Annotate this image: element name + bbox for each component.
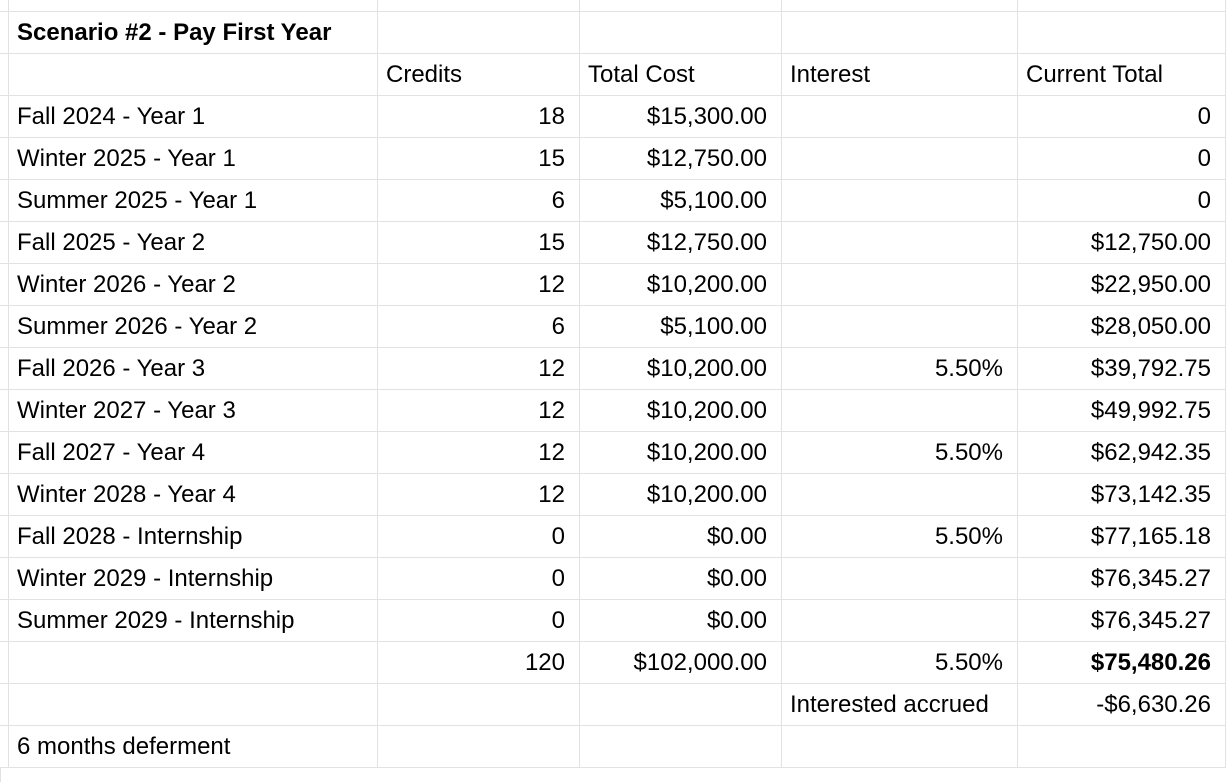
interest-cell[interactable] [782,600,1018,642]
term-cell[interactable]: Winter 2025 - Year 1 [9,138,378,180]
current-total-cell[interactable]: $49,992.75 [1018,390,1226,432]
grid-gutter-cell [0,222,9,264]
credits-cell[interactable]: 15 [378,222,580,264]
interest-cell[interactable] [782,264,1018,306]
total-cost-cell[interactable]: $5,100.00 [580,180,782,222]
total-cost-cell[interactable]: $0.00 [580,516,782,558]
total-cost-cell[interactable]: $0.00 [580,558,782,600]
total-cost-cell[interactable]: $5,100.00 [580,306,782,348]
term-cell[interactable]: Summer 2026 - Year 2 [9,306,378,348]
final-total-cell[interactable]: $75,480.26 [1018,642,1226,684]
grid-cell[interactable] [378,684,580,726]
grid-cell[interactable] [1018,12,1226,54]
credits-cell[interactable]: 12 [378,474,580,516]
current-total-cell[interactable]: $22,950.00 [1018,264,1226,306]
total-cost-cell[interactable]: $12,750.00 [580,138,782,180]
grid-gutter-cell [0,558,9,600]
total-cost-cell[interactable]: $10,200.00 [580,432,782,474]
grid-gutter-cell [0,96,9,138]
grid-gutter-cell [0,600,9,642]
grid-cell[interactable] [1018,0,1226,12]
credits-cell[interactable]: 6 [378,306,580,348]
credits-cell[interactable]: 12 [378,390,580,432]
interest-cell[interactable]: 5.50% [782,432,1018,474]
current-total-cell[interactable]: 0 [1018,138,1226,180]
current-total-cell[interactable]: $76,345.27 [1018,600,1226,642]
total-cost-cell[interactable]: $15,300.00 [580,96,782,138]
interest-cell[interactable]: 5.50% [782,516,1018,558]
credits-cell[interactable]: 18 [378,96,580,138]
interest-cell[interactable]: 5.50% [782,348,1018,390]
grid-gutter-cell [0,642,9,684]
sheet-title-cell[interactable]: Scenario #2 - Pay First Year [9,12,378,54]
grid-gutter-cell [0,432,9,474]
total-cost-cell[interactable]: $0.00 [580,600,782,642]
grid-cell[interactable] [378,726,580,768]
interest-cell[interactable] [782,390,1018,432]
grid-gutter-cell [0,264,9,306]
grid-cell[interactable] [1018,726,1226,768]
grid-cell[interactable] [782,0,1018,12]
total-interest-cell[interactable]: 5.50% [782,642,1018,684]
grand-total-cost-cell[interactable]: $102,000.00 [580,642,782,684]
current-total-cell[interactable]: $62,942.35 [1018,432,1226,474]
note-cell[interactable]: 6 months deferment [9,726,378,768]
interest-header-cell[interactable]: Interest [782,54,1018,96]
grid-cell[interactable] [9,54,378,96]
current-total-cell[interactable]: $28,050.00 [1018,306,1226,348]
credits-cell[interactable]: 15 [378,138,580,180]
current-total-header-cell[interactable]: Current Total [1018,54,1226,96]
current-total-cell[interactable]: $39,792.75 [1018,348,1226,390]
interest-cell[interactable] [782,138,1018,180]
interest-cell[interactable] [782,474,1018,516]
current-total-cell[interactable]: $73,142.35 [1018,474,1226,516]
credits-cell[interactable]: 6 [378,180,580,222]
credits-cell[interactable]: 0 [378,600,580,642]
total-cost-cell[interactable]: $10,200.00 [580,390,782,432]
term-cell[interactable]: Fall 2024 - Year 1 [9,96,378,138]
total-cost-cell[interactable]: $10,200.00 [580,348,782,390]
credits-cell[interactable]: 12 [378,432,580,474]
term-cell[interactable]: Summer 2025 - Year 1 [9,180,378,222]
total-cost-cell[interactable]: $10,200.00 [580,474,782,516]
grid-cell[interactable] [378,0,580,12]
term-cell[interactable]: Fall 2025 - Year 2 [9,222,378,264]
grid-gutter-cell [0,180,9,222]
accrued-value-cell[interactable]: -$6,630.26 [1018,684,1226,726]
total-cost-cell[interactable]: $12,750.00 [580,222,782,264]
term-cell[interactable]: Fall 2027 - Year 4 [9,432,378,474]
credits-header-cell[interactable]: Credits [378,54,580,96]
grid-cell[interactable] [580,12,782,54]
grid-cell[interactable] [782,12,1018,54]
grid-gutter-cell [0,0,9,12]
grid-gutter-cell [0,726,9,768]
current-total-cell[interactable]: $77,165.18 [1018,516,1226,558]
current-total-cell[interactable]: $76,345.27 [1018,558,1226,600]
grid-gutter-cell [0,306,9,348]
term-cell[interactable]: Fall 2028 - Internship [9,516,378,558]
current-total-cell[interactable]: $12,750.00 [1018,222,1226,264]
grid-cell[interactable] [580,684,782,726]
term-cell[interactable]: Winter 2027 - Year 3 [9,390,378,432]
total-cost-cell[interactable]: $10,200.00 [580,264,782,306]
term-cell[interactable]: Winter 2026 - Year 2 [9,264,378,306]
total-cost-header-cell[interactable]: Total Cost [580,54,782,96]
interest-cell[interactable] [782,180,1018,222]
current-total-cell[interactable]: 0 [1018,96,1226,138]
grid-gutter-cell [0,138,9,180]
interest-cell[interactable] [782,96,1018,138]
term-cell[interactable]: Fall 2026 - Year 3 [9,348,378,390]
interest-cell[interactable] [782,558,1018,600]
grid-gutter-cell [0,474,9,516]
grid-gutter-cell [0,516,9,558]
interest-cell[interactable] [782,222,1018,264]
term-cell[interactable]: Winter 2029 - Internship [9,558,378,600]
grid-gutter-cell [0,54,9,96]
current-total-cell[interactable]: 0 [1018,180,1226,222]
grid-cell[interactable] [378,12,580,54]
grid-gutter-cell [0,348,9,390]
grid-gutter-cell [0,684,9,726]
grid-cell[interactable] [9,0,378,12]
accrued-label-cell[interactable]: Interested accrued [782,684,1018,726]
grid-cell[interactable] [9,642,378,684]
credits-cell[interactable]: 0 [378,558,580,600]
credits-cell[interactable]: 12 [378,348,580,390]
grid-cell[interactable] [782,726,1018,768]
credits-cell[interactable]: 12 [378,264,580,306]
credits-cell[interactable]: 0 [378,516,580,558]
grid-cell[interactable] [580,726,782,768]
grid-cell[interactable] [9,684,378,726]
term-cell[interactable]: Summer 2029 - Internship [9,600,378,642]
grid-gutter-cell [0,12,9,54]
grid-gutter-cell [0,390,9,432]
total-credits-cell[interactable]: 120 [378,642,580,684]
interest-cell[interactable] [782,306,1018,348]
grid-cell[interactable] [580,0,782,12]
term-cell[interactable]: Winter 2028 - Year 4 [9,474,378,516]
